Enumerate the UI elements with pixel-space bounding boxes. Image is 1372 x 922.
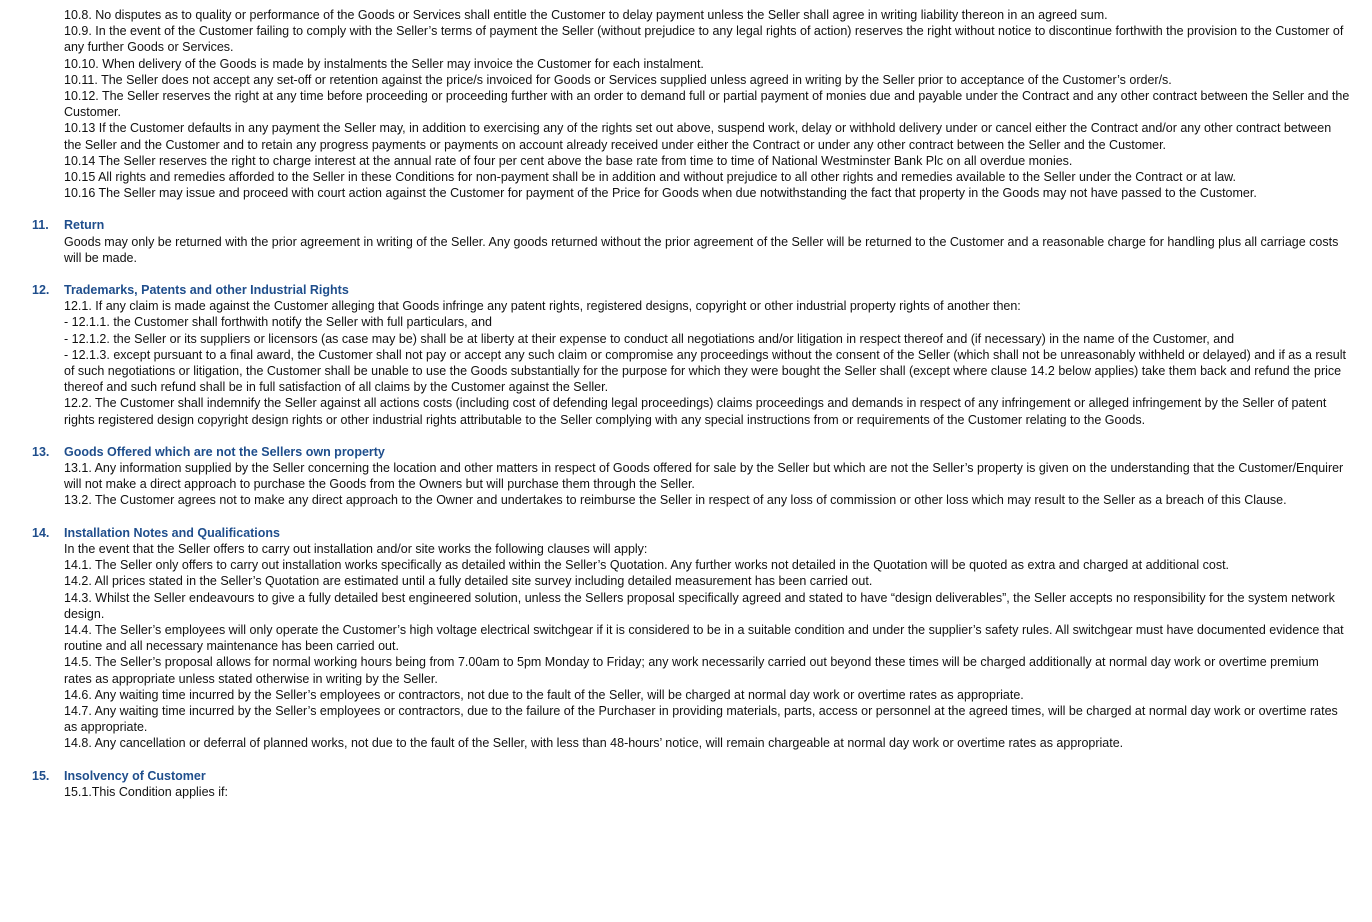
section-14 [0,525,1372,752]
clause-paragraph: 13.2. The Customer agrees not to make any direct approach to the Owner and undertakes to reimburse the Seller in respect of any loss of commission or other loss which may result to the Seller as a breach of this Clause. [64,493,1287,508]
section-title: Goods Offered which are not the Sellers own property [64,444,385,459]
section-title: Return [64,218,105,233]
section-title: Installation Notes and Qualifications [64,525,281,540]
section-15 [0,768,1372,800]
section-title: Insolvency of Customer [64,768,206,783]
clause-paragraph: - 12.1.2. the Seller or its suppliers or licensors (as case may be) shall be at liberty at their expense to conduct all negotiations and/or litigation in respect thereof and (if necessary) in the name of the Customer, and [64,331,1235,346]
clause-paragraph: 10.11. The Seller does not accept any set-off or retention against the price/s invoiced for Goods or Services supplied unless agreed in writing by the Seller prior to acceptance of the Customer’s order/s. [64,72,1172,87]
section-number: 14. [32,525,50,540]
section-13 [0,444,1372,509]
clause-paragraph: 14.8. Any cancellation or deferral of planned works, not due to the fault of the Seller, with less than 48-hours’ notice, will remain chargeable at normal day work or overtime rates as appropriate. [64,736,1124,751]
section-12 [0,282,1372,428]
clause-paragraph: - 12.1.1. the Customer shall forthwith notify the Seller with full particulars, and [64,315,492,330]
section-11 [0,217,1372,266]
section-number: 15. [32,768,50,783]
clause-paragraph: In the event that the Seller offers to carry out installation and/or site works the following clauses will apply: [64,541,648,556]
clause-paragraph: 10.16 The Seller may issue and proceed with court action against the Customer for payment of the Price for Goods when due notwithstanding the fact that property in the Goods may not have passed to the Customer. [64,186,1257,201]
section-heading [0,768,1372,784]
section-heading [0,444,1372,460]
clause-paragraph: - 12.1.3. except pursuant to a final award, the Customer shall not pay or accept any such claim or compromise any proceedings without the consent of the Seller (which shall not be unreasonably withheld or delayed) and if as a result of such negotiations or litigation, the Customer shall be unable to use the Goods substantially for the purpose for which they were bought the Seller shall (except where clause 14.2 below applies) take them back and refund the price thereof and such refund shall be in full satisfaction of all claims by the Customer against the Seller. [64,347,1346,395]
clause-paragraph: 10.15 All rights and remedies afforded to the Seller in these Conditions for non-payment shall be in addition and without prejudice to all other rights and remedies available to the Seller under the Contract or at law. [64,170,1236,185]
section-heading [0,217,1372,233]
clause-paragraph: 14.4. The Seller’s employees will only operate the Customer’s high voltage electrical switchgear if it is considered to be in a suitable condition and under the supplier’s safety rules. All switchgear must have documented evidence that routine and all necessary maintenance has been carried out. [64,622,1344,654]
clause-paragraph: 14.3. Whilst the Seller endeavours to give a fully detailed best engineered solution, unless the Sellers proposal specifically agreed and stated to have “design deliverables”, the Seller accepts no responsibility for the system network design. [64,590,1335,621]
section-heading [0,282,1372,298]
clause-paragraph: Goods may only be returned with the prior agreement in writing of the Seller. Any goods returned without the prior agreement of the Seller will be returned to the Customer and a reasonable charge for handling plus all carriage costs will be made. [64,234,1339,265]
section-number: 11. [32,218,49,233]
clause-paragraph: 10.8. No disputes as to quality or performance of the Goods or Services shall entitle the Customer to delay payment unless the Seller shall agree in writing liability thereon in an agreed sum. [64,8,1108,22]
clause-10-continued [0,7,1372,201]
section-number: 12. [32,283,50,298]
clause-paragraph: 10.12. The Seller reserves the right at any time before proceeding or proceeding further with an order to demand full or partial payment of monies due and payable under the Contract and any other contract between the Seller and the Customer. [64,89,1350,120]
clause-paragraph: 12.1. If any claim is made against the Customer alleging that Goods infringe any patent rights, registered designs, copyright or other industrial property rights of another then: [64,299,1021,314]
clause-paragraph: 15.1.This Condition applies if: [64,784,228,799]
clause-paragraph: 10.9. In the event of the Customer failing to comply with the Seller’s terms of payment the Seller (without prejudice to any legal rights of action) reserves the right without notice to discontinue forthwith the provision to the Customer of any further Goods or Services. [64,24,1344,55]
clause-paragraph: 13.1. Any information supplied by the Seller concerning the location and other matters in respect of Goods offered for sale by the Seller but which are not the Seller’s property is given on the understanding that the Customer/Enquirer will not make a direct approach to purchase the Goods from the Owners but will purchase them through the Seller. [64,461,1344,492]
clause-paragraph: 10.10. When delivery of the Goods is made by instalments the Seller may invoice the Customer for each instalment. [64,56,704,71]
clause-paragraph: 12.2. The Customer shall indemnify the Seller against all actions costs (including cost of defending legal proceedings) claims proceedings and demands in respect of any infringement or alleged infringement by the Seller of patent rights registered design copyright design rights or other industrial rights attributable to the Seller complying with any special instructions from or requirements of the Customer relating to the Goods. [64,396,1327,427]
section-title: Trademarks, Patents and other Industrial Rights [64,283,349,298]
clause-paragraph: 10.13 If the Customer defaults in any payment the Seller may, in addition to exercising any of the rights set out above, suspend work, delay or withhold delivery under or cancel either the Contract and/or any other contract between the Seller and the Customer and to retain any progress payments or payments on account already received under either the Contract or under any other contract between the Seller and the Customer. [64,121,1332,152]
clause-paragraph: 14.5. The Seller’s proposal allows for normal working hours being from 7.00am to 5pm Monday to Friday; any work necessarily carried out beyond these times will be charged additionally at normal day work or overtime premium rates as appropriate unless stated otherwise in writing by the Seller. [64,655,1319,686]
section-number: 13. [32,444,50,459]
clause-paragraph: 14.2. All prices stated in the Seller’s Quotation are estimated until a fully detailed site survey including detailed measurement has been carried out. [64,574,873,589]
clause-paragraph: 14.1. The Seller only offers to carry out installation works specifically as detailed within the Seller’s Quotation. Any further works not detailed in the Quotation will be quoted as extra and charged at additional cost. [64,558,1230,573]
clause-paragraph: 14.7. Any waiting time incurred by the Seller’s employees or contractors, due to the failure of the Purchaser in providing materials, parts, access or personnel at the agreed times, will be charged at normal day work or overtime rates as appropriate. [64,703,1338,735]
document-page [0,7,1372,800]
section-heading [0,525,1372,541]
clause-paragraph: 14.6. Any waiting time incurred by the Seller’s employees or contractors, not due to the fault of the Seller, will be charged at normal day work or overtime rates as appropriate. [64,687,1024,702]
clause-paragraph: 10.14 The Seller reserves the right to charge interest at the annual rate of four per cent above the base rate from time to time of National Westminster Bank Plc on all overdue monies. [64,153,1073,168]
